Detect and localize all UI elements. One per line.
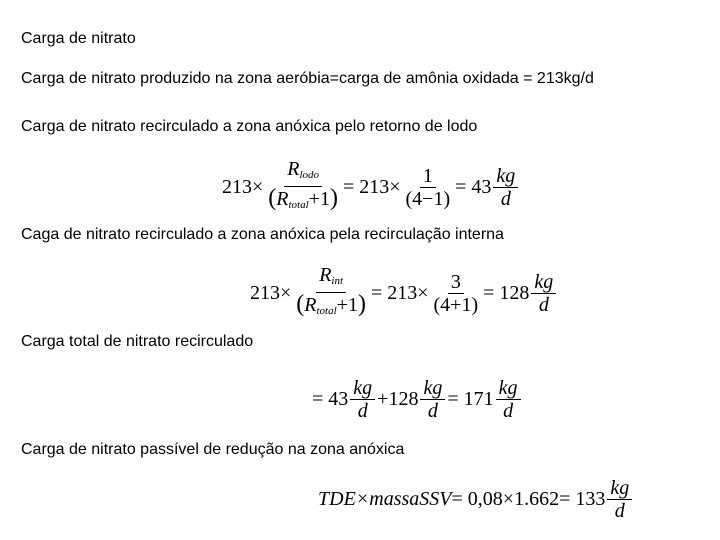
eq2-fraction-num: $\frac{3}{(4+1)}$ (433, 270, 479, 316)
equation-retorno-lodo (222, 158, 520, 216)
heading-carga-nitrato: Carga de nitrato (21, 30, 136, 47)
equation-carga-total (312, 370, 523, 428)
eq3-unit-2: $\frac{kg}{d}$ (420, 377, 445, 422)
eq2-unit: $\frac{kg}{d}$ (531, 271, 556, 316)
eq3-unit-1: $\frac{kg}{d}$ (350, 377, 375, 422)
text-recirculado-retorno-lodo: Carga de nitrato recirculado a zona anóxica pelo retorno de lodo (21, 118, 478, 135)
eq1-r-lodo: $R_{lodo}$ (284, 158, 322, 187)
eq1-fraction-r (265, 158, 341, 216)
eq2-r-int: $R_{int}$ (316, 264, 346, 293)
eq3-term-43: = 43 (312, 387, 349, 410)
text-passivel-reducao: Carga de nitrato passível de redução na zona anóxica (21, 441, 405, 458)
eq1-equals: = 213× (342, 175, 401, 198)
text-nitrato-produzido: Carga de nitrato produzido na zona aeróbia=carga de amônia oxidada = 213kg/d (21, 70, 594, 87)
eq3-term-128: +128 (377, 387, 419, 410)
eq2-r-total: $(R_{total}+1)$ (296, 291, 366, 317)
eq4-lhs: TDE×massaSSV (318, 487, 452, 510)
eq2-equals: = 213× (370, 281, 429, 304)
text-carga-total-recirculado: Carga total de nitrato recirculado (21, 333, 254, 350)
eq1-result: = 43 (455, 175, 492, 198)
eq3-unit-3: $\frac{kg}{d}$ (496, 377, 521, 422)
text-recirculacao-interna: Caga de nitrato recirculado a zona anóxica pela recirculação interna (21, 226, 504, 243)
eq4-result: = 133 (559, 487, 606, 510)
eq3-result-171: = 171 (447, 387, 494, 410)
eq4-product: = 0,08×1.662 (451, 487, 560, 510)
eq1-unit: $\frac{kg}{d}$ (493, 165, 518, 210)
eq1-fraction-num: $\frac{1}{(4-1)}$ (405, 164, 451, 210)
eq2-result: = 128 (483, 281, 530, 304)
eq2-factor: 213× (250, 281, 292, 304)
eq1-factor: 213× (222, 175, 264, 198)
eq1-r-total: $(R_{total}+1)$ (268, 185, 338, 211)
eq2-fraction-r (293, 264, 369, 322)
eq4-unit: $\frac{kg}{d}$ (607, 477, 632, 522)
equation-tde-massa (318, 470, 634, 528)
equation-recirculacao-interna (250, 264, 558, 322)
